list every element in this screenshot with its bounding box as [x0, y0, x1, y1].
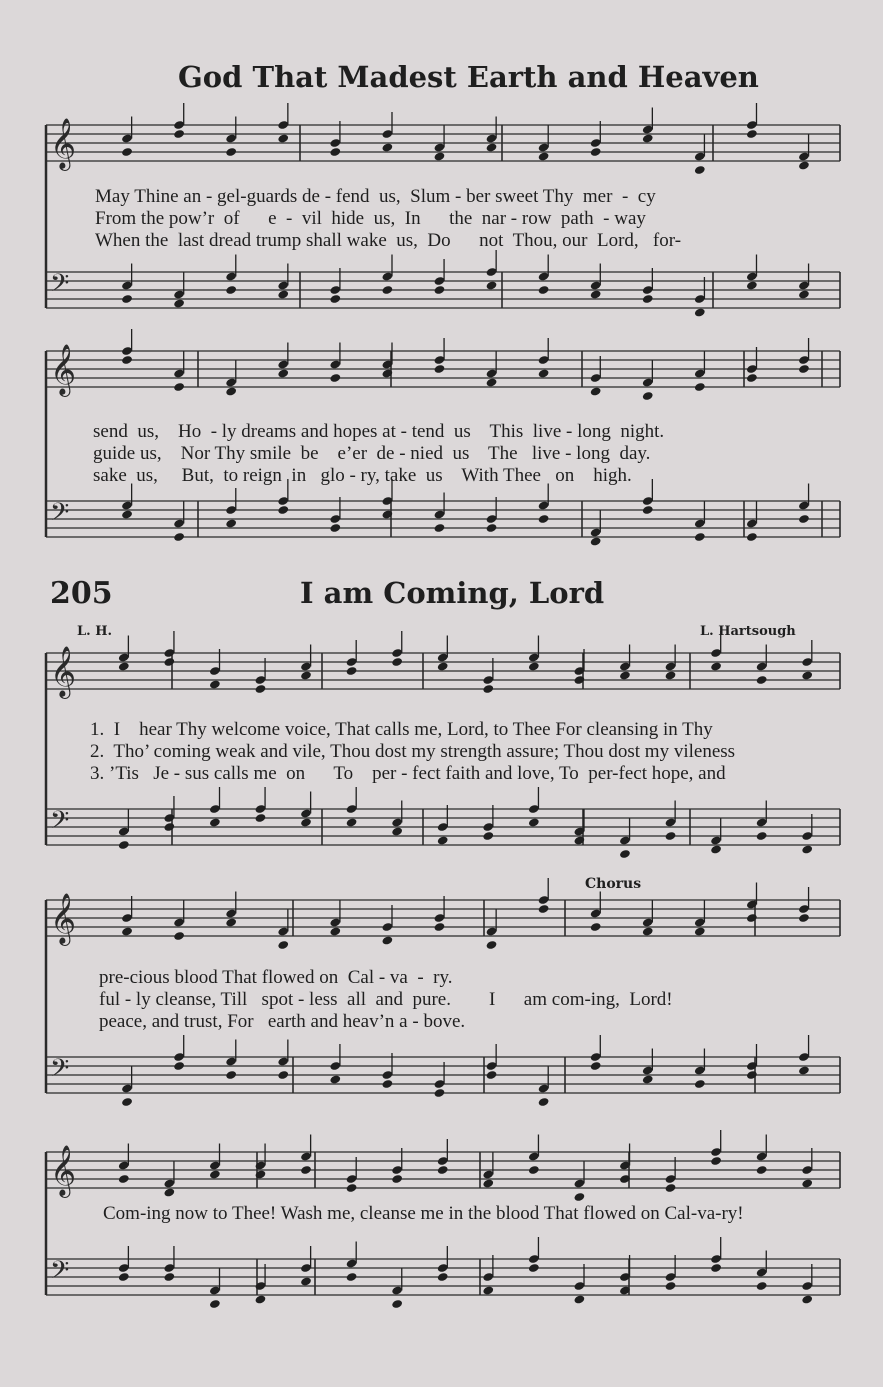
note-head [121, 294, 133, 304]
note-head [642, 926, 654, 936]
lyric-line: send us, Ho - ly dreams and hopes at - tend us This live - long night. [93, 421, 665, 442]
note-head [434, 1088, 446, 1098]
music-credit: L. Hartsough [700, 624, 796, 639]
note-head [163, 657, 175, 667]
note-head [798, 1065, 810, 1075]
note-head [434, 922, 446, 932]
note-head [277, 1070, 289, 1080]
note-head [225, 1070, 237, 1080]
note-head [437, 1165, 449, 1175]
note-head [277, 368, 289, 378]
note-head [434, 523, 446, 533]
note-head [346, 666, 358, 676]
note-head [573, 1192, 585, 1202]
note-head [381, 285, 393, 295]
note-head [528, 661, 540, 671]
note-head [255, 684, 267, 694]
treble-clef: 𝄞 [50, 344, 77, 395]
note-head [619, 849, 631, 859]
lyric-line: peace, and trust, For earth and heav’n a - bove. [99, 1011, 466, 1032]
note-head [391, 1299, 403, 1309]
lyric-line: guide us, Nor Thy smile be e’er de - nied us The live - long day. [93, 443, 651, 464]
note-head [329, 147, 341, 157]
note-head [710, 661, 722, 671]
note-head [798, 289, 810, 299]
note-head [300, 1276, 312, 1286]
note-head [277, 505, 289, 515]
lyric-line: ful - ly cleanse, Till spot - less all and pure. I am com-ing, Lord! [99, 989, 673, 1010]
note-head [619, 670, 631, 680]
note-head [798, 514, 810, 524]
treble-clef: 𝄞 [50, 118, 77, 169]
note-head [665, 1281, 677, 1291]
note-head [746, 1070, 758, 1080]
bass-clef: 𝄢 [50, 1054, 70, 1089]
note-head [209, 1299, 221, 1309]
note-head [118, 840, 130, 850]
note-head [756, 1281, 768, 1291]
note-head [437, 661, 449, 671]
note-head [121, 147, 133, 157]
note-head [590, 922, 602, 932]
note-head [329, 373, 341, 383]
lyric-line: 2. Tho’ coming weak and vile, Thou dost my strength assure; Thou dost my vileness [90, 741, 736, 762]
note-head [434, 151, 446, 161]
note-head [798, 364, 810, 374]
note-head [381, 1079, 393, 1089]
note-head [121, 926, 133, 936]
note-head [163, 822, 175, 832]
note-head [300, 1165, 312, 1175]
note-head [209, 817, 221, 827]
lyric-line: sake us, But, to reign in glo - ry, take us With Thee on high. [93, 465, 632, 486]
note-head [528, 817, 540, 827]
note-head [486, 940, 498, 950]
note-head [746, 532, 758, 542]
note-head [801, 844, 813, 854]
bass-clef: 𝄢 [50, 498, 70, 533]
note-head [255, 813, 267, 823]
note-head [746, 129, 758, 139]
note-head [329, 1074, 341, 1084]
note-head [173, 298, 185, 308]
note-head [756, 675, 768, 685]
note-head [163, 1187, 175, 1197]
note-head [801, 670, 813, 680]
note-head [538, 904, 550, 914]
note-head [665, 1183, 677, 1193]
note-head [121, 355, 133, 365]
note-head [300, 817, 312, 827]
note-head [173, 1061, 185, 1071]
note-head [538, 285, 550, 295]
note-head [118, 1174, 130, 1184]
note-head [710, 1156, 722, 1166]
note-head [801, 1294, 813, 1304]
note-head [118, 661, 130, 671]
note-head [209, 679, 221, 689]
note-head [694, 165, 706, 175]
note-head [694, 1079, 706, 1089]
note-head [329, 523, 341, 533]
bass-clef: 𝄢 [50, 269, 70, 304]
note-head [642, 505, 654, 515]
note-head [434, 364, 446, 374]
note-head [173, 931, 185, 941]
note-head [329, 926, 341, 936]
note-head [173, 382, 185, 392]
note-head [121, 509, 133, 519]
note-head [381, 142, 393, 152]
treble-clef: 𝄞 [50, 646, 77, 697]
note-head [538, 1097, 550, 1107]
lyric-line: From the pow’r of e - vil hide us, In the nar - row path - way [95, 208, 646, 229]
note-head [590, 1061, 602, 1071]
note-head [528, 1165, 540, 1175]
note-head [486, 280, 498, 290]
note-head [710, 844, 722, 854]
note-head [642, 133, 654, 143]
words-credit: L. H. [77, 624, 113, 639]
treble-clef: 𝄞 [50, 893, 77, 944]
note-head [209, 1169, 221, 1179]
note-head [538, 151, 550, 161]
chorus-label: Chorus [585, 876, 642, 892]
note-head [528, 1263, 540, 1273]
treble-clef: 𝄞 [50, 1145, 77, 1196]
note-head [300, 670, 312, 680]
note-head [225, 386, 237, 396]
note-head [694, 532, 706, 542]
note-head [756, 1165, 768, 1175]
note-head [346, 1183, 358, 1193]
hymn-title-1: God That Madest Earth and Heaven [178, 60, 759, 94]
note-head [590, 147, 602, 157]
note-head [329, 294, 341, 304]
note-head [255, 1294, 267, 1304]
note-head [391, 657, 403, 667]
bass-clef: 𝄢 [50, 806, 70, 841]
note-head [118, 1272, 130, 1282]
note-head [665, 831, 677, 841]
note-head [277, 940, 289, 950]
lyric-line: pre-cious blood That flowed on Cal - va - ry. [99, 967, 453, 988]
note-head [756, 831, 768, 841]
note-head [482, 1178, 494, 1188]
lyric-line: When the last dread trump shall wake us, Do not Thou, our Lord, for- [95, 230, 682, 251]
note-head [277, 289, 289, 299]
note-head [391, 826, 403, 836]
note-head [798, 160, 810, 170]
note-head [482, 831, 494, 841]
note-head [746, 280, 758, 290]
note-head [346, 817, 358, 827]
note-head [482, 684, 494, 694]
note-head [346, 1272, 358, 1282]
lyric-line: Com-ing now to Thee! Wash me, cleanse me in the blood That flowed on Cal-va-ry! [103, 1203, 744, 1224]
note-head [710, 1263, 722, 1273]
note-head [590, 289, 602, 299]
note-head [391, 1174, 403, 1184]
note-head [173, 129, 185, 139]
note-head [642, 1074, 654, 1084]
note-head [437, 835, 449, 845]
note-head [590, 386, 602, 396]
lyric-line: 1. I hear Thy welcome voice, That calls me, Lord, to Thee For cleansing in Thy [90, 719, 713, 740]
note-head [225, 917, 237, 927]
note-head [486, 142, 498, 152]
hymn-number: 205 [50, 576, 113, 611]
note-head [694, 926, 706, 936]
note-head [801, 1178, 813, 1188]
note-head [121, 1097, 133, 1107]
hymn-title-2: I am Coming, Lord [300, 576, 605, 610]
note-head [486, 377, 498, 387]
note-head [225, 518, 237, 528]
note-head [434, 285, 446, 295]
note-head [642, 391, 654, 401]
note-head [642, 294, 654, 304]
note-head [694, 382, 706, 392]
note-head [798, 913, 810, 923]
note-head [573, 1294, 585, 1304]
note-head [163, 1272, 175, 1282]
lyric-line: May Thine an - gel-guards de - fend us, Slum - ber sweet Thy mer - cy [95, 186, 656, 207]
note-head [665, 670, 677, 680]
note-head [277, 133, 289, 143]
note-head [173, 532, 185, 542]
bass-clef: 𝄢 [50, 1256, 70, 1291]
note-head [381, 935, 393, 945]
note-head [746, 373, 758, 383]
note-head [482, 1285, 494, 1295]
note-head [590, 536, 602, 546]
lyric-line: 3. ’Tis Je - sus calls me on To per - fect faith and love, To per-fect hope, and [90, 763, 726, 784]
note-head [694, 307, 706, 317]
note-head [225, 285, 237, 295]
note-head [486, 1070, 498, 1080]
note-head [538, 368, 550, 378]
note-head [486, 523, 498, 533]
note-head [538, 514, 550, 524]
note-head [746, 913, 758, 923]
note-head [225, 147, 237, 157]
note-head [437, 1272, 449, 1282]
